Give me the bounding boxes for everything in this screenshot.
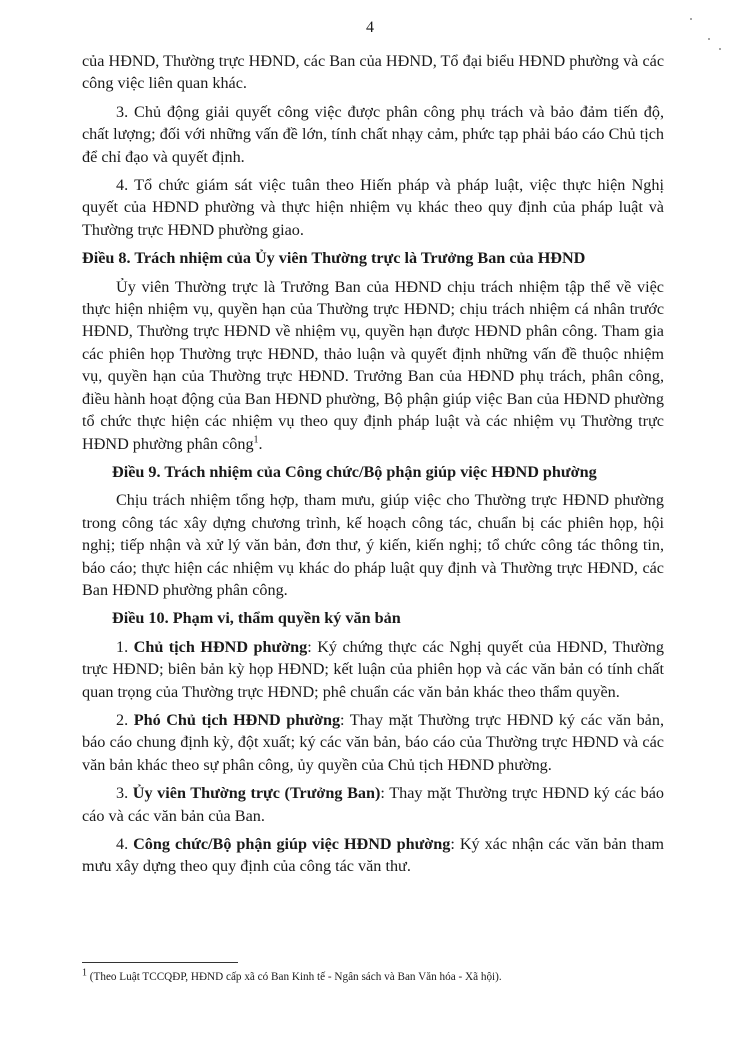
paragraph <box>82 833 664 878</box>
text-run: : Thay mặt Thường trực HĐND ký các báo cáo và các văn bản của Ban. <box>82 784 665 825</box>
bold-term: Công chức/Bộ phận giúp việc HĐND phường <box>133 835 451 853</box>
text-run: 2. <box>116 710 134 729</box>
bold-term: Ủy viên Thường trực (Trưởng Ban) <box>132 784 381 803</box>
text-run: Điều 9. Trách nhiệm của Công chức/Bộ phận giúp việc HĐND phường <box>112 462 597 481</box>
footnote <box>82 967 682 984</box>
paragraph <box>82 101 664 168</box>
paragraph <box>82 709 664 776</box>
footnote-text: (Theo Luật TCCQĐP, HĐND cấp xã có Ban Kinh tế - Ngân sách và Ban Văn hóa - Xã hội). <box>87 971 502 983</box>
paragraph <box>82 782 664 827</box>
article-heading <box>82 247 664 269</box>
text-run: 4. Tổ chức giám sát việc tuân theo Hiến pháp và pháp luật, việc thực hiện Nghị quyết của HĐND phường và thực hiện nhiệm vụ khác theo quy định của pháp luật và Thường trực HĐND phường giao. <box>82 176 664 239</box>
text-run: . <box>258 434 263 453</box>
scan-speck <box>719 48 721 50</box>
text-run: 4. <box>116 835 134 853</box>
text-run: Điều 10. Phạm vi, thẩm quyền ký văn bản <box>112 609 401 628</box>
paragraph <box>82 489 664 601</box>
text-run: : Ký chứng thực các Nghị quyết của HĐND, Thường trực HĐND; biên bản kỳ họp HĐND; kết luận của phiên họp và các văn bản có tính chất quan trọng của Thường trực HĐND; phê chuẩn các văn bản khác theo thẩm quyền. <box>82 637 664 701</box>
paragraph <box>82 276 664 455</box>
text-run: 3. <box>116 784 133 803</box>
footnote-ref: 1 <box>253 434 259 446</box>
text-run: 3. Chủ động giải quyết công việc được phân công phụ trách và bảo đảm tiến độ, chất lượng; đối với những vấn đề lớn, tính chất nhạy cảm, phức tạp phải báo cáo Chủ tịch để chỉ đạo và quyết định. <box>82 102 664 166</box>
article-heading <box>82 607 664 629</box>
scan-speck <box>690 18 692 20</box>
paragraph <box>82 50 664 95</box>
text-run: Chịu trách nhiệm tổng hợp, tham mưu, giúp việc cho Thường trực HĐND phường trong công tác xây dựng chương trình, kế hoạch công tác, chuẩn bị các phiên họp, hội nghị; tiếp nhận và xử lý văn bản, đơn thư, ý kiến, kiến nghị; tổ chức công tác thông tin, báo cáo; thực hiện các nhiệm vụ khác do pháp luật quy định và Thường trực HĐND, các Ban HĐND phường phân công. <box>82 491 664 599</box>
text-run: : Ký xác nhận các văn bản tham mưu xây dựng theo quy định của công tác văn thư. <box>82 835 664 876</box>
bold-term: Chủ tịch HĐND phường <box>133 637 308 656</box>
article-heading <box>82 461 664 483</box>
text-run: của HĐND, Thường trực HĐND, các Ban của HĐND, Tổ đại biểu HĐND phường và các công việc liên quan khác. <box>82 52 664 93</box>
text-run: : Thay mặt Thường trực HĐND ký các văn bản, báo cáo chung định kỳ, đột xuất; ký các văn bản, báo cáo của Thường trực HĐND và các văn bản khác theo sự phân công, ủy quyền của Chủ tịch HĐND phường. <box>82 710 664 774</box>
paragraph <box>82 174 664 241</box>
page-number: 4 <box>366 19 374 36</box>
scan-speck <box>708 38 710 40</box>
text-run: 1. <box>116 637 134 656</box>
bold-term: Phó Chủ tịch HĐND phường <box>133 710 341 729</box>
paragraph <box>82 636 664 703</box>
footnote-marker: 1 <box>82 967 87 979</box>
text-run: Điều 8. Trách nhiệm của Ủy viên Thường trực là Trưởng Ban của HĐND <box>82 249 586 268</box>
document-body <box>82 50 664 884</box>
footnote-divider <box>82 962 238 963</box>
text-run: Ủy viên Thường trực là Trưởng Ban của HĐND chịu trách nhiệm tập thể về việc thực hiện nhiệm vụ, quyền hạn của Thường trực HĐND; chịu trách nhiệm cá nhân trước HĐND, Thường trực HĐND về nhiệm vụ, quyền hạn được HĐND phân công. Tham gia các phiên họp Thường trực HĐND, thảo luận và quyết định những vấn đề thuộc nhiệm vụ, quyền hạn của Thường trực HĐND. Trưởng Ban của HĐND phụ trách, phân công, điều hành hoạt động của Ban HĐND phường, Bộ phận giúp việc Ban của HĐND phường tổ chức thực hiện các nhiệm vụ theo quy định pháp luật và các nhiệm vụ Thường trực HĐND phường phân công <box>82 277 664 453</box>
